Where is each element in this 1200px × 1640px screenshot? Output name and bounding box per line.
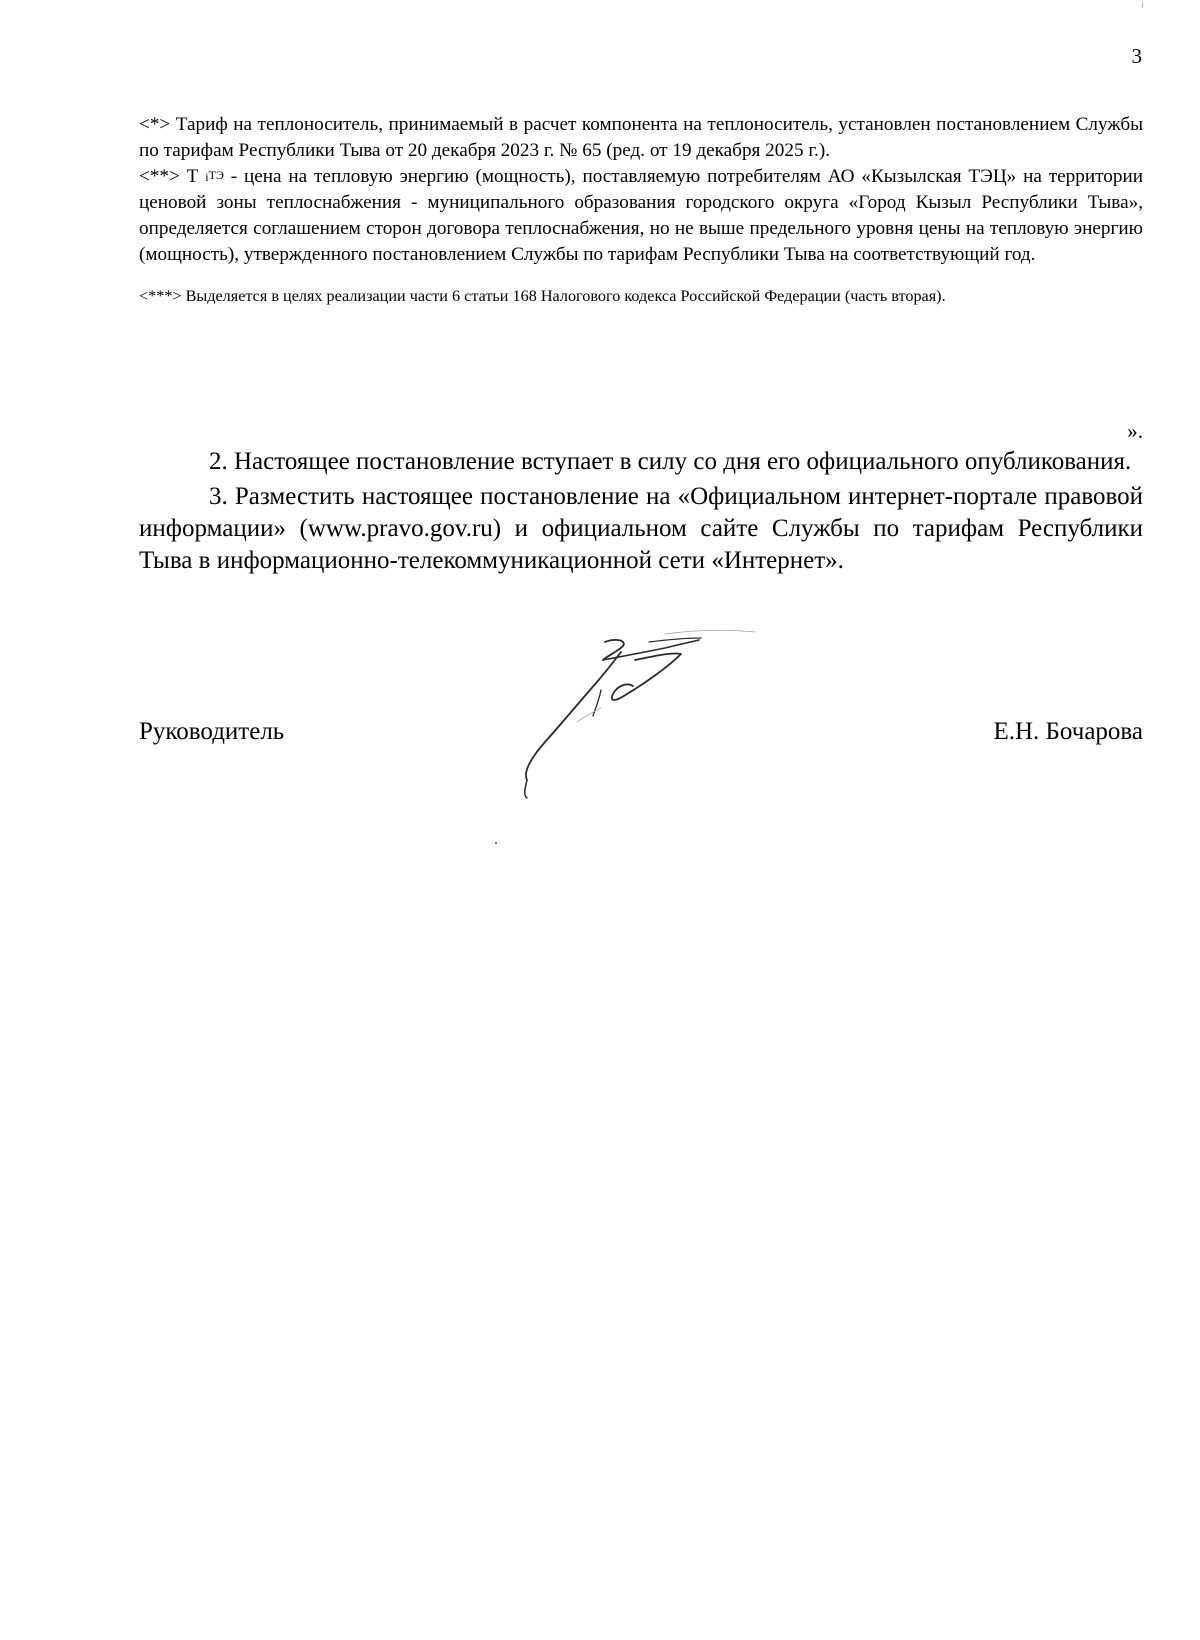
footnote-2-superscript: ТЭ bbox=[208, 168, 224, 182]
clause-2: 2. Настоящее постановление вступает в силу со дня его официального опубликования. bbox=[209, 448, 1132, 475]
clause-3: 3. Разместить настоящее постановление на «Официальном интернет-портале правовой информации» (www.pravo.gov.ru) и официальном сайте Службы по тарифам Республики Тыва в информационно-телекоммуникационной сети «Интернет». bbox=[139, 483, 1143, 574]
main-body bbox=[139, 446, 1143, 577]
handwritten-signature bbox=[515, 630, 775, 800]
signatory-name: Е.Н. Бочарова bbox=[993, 718, 1143, 745]
footnotes-block bbox=[139, 112, 1143, 308]
footnote-2-text: - цена на тепловую энергию (мощность), поставляемую потребителям АО «Кызылская ТЭЦ» на территории ценовой зоны теплоснабжения - муниципального образования городского округа «Город Кызыл Республики Тыва», определяется соглашением сторон договора теплоснабжения, но не выше предельного уровня цены на тепловую энергию (мощность), утвержденного постановлением Службы по тарифам Республики Тыва на соответствующий год. bbox=[139, 166, 1143, 265]
footnote-3: <***> Выделяется в целях реализации части 6 статьи 168 Налогового кодекса Российской Федерации (часть вторая). bbox=[139, 287, 946, 305]
closing-quote: ». bbox=[1127, 419, 1143, 443]
footnote-2-subscript: i bbox=[205, 170, 209, 184]
scan-artifact bbox=[1142, 2, 1143, 8]
footnote-1: <*> Тариф на теплоноситель, принимаемый в расчет компонента на теплоноситель, установлен постановлением Службы по тарифам Республики Тыва от 20 декабря 2023 г. № 65 (ред. от 19 декабря 2025 г.). bbox=[139, 114, 1143, 161]
footnote-2-prefix: <**> Т bbox=[139, 166, 206, 187]
signature-row bbox=[139, 716, 1143, 750]
footnote-2 bbox=[139, 164, 1143, 268]
signatory-title: Руководитель bbox=[139, 718, 285, 745]
scan-artifact bbox=[495, 842, 497, 844]
page-number: 3 bbox=[1131, 44, 1142, 68]
